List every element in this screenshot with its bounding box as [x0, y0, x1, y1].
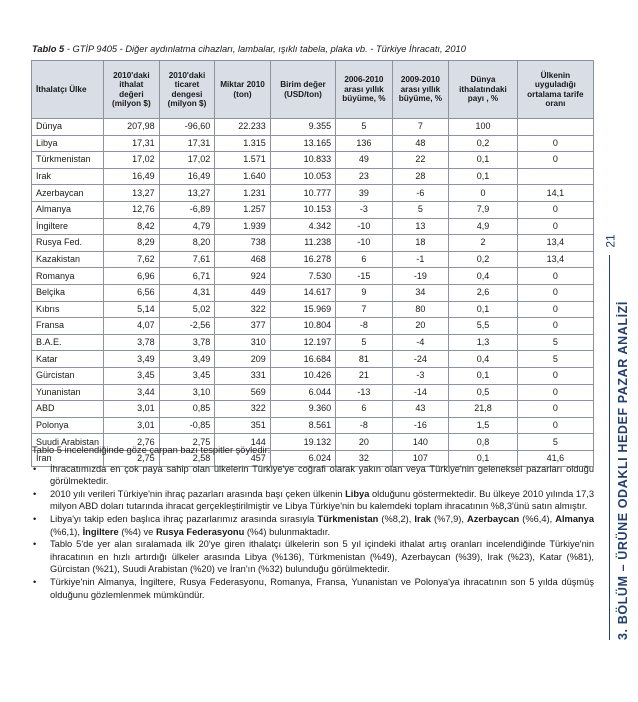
cell-growth-2006-2010: -3	[336, 201, 393, 218]
cell-trade-balance: 8,20	[159, 235, 215, 252]
cell-country: ABD	[32, 401, 104, 418]
table-row	[32, 351, 594, 368]
cell-trade-balance: 3,45	[159, 367, 215, 384]
cell-country: Suudi Arabistan	[32, 434, 104, 451]
cell-unit-value: 9.355	[270, 119, 335, 136]
cell-unit-value: 6.024	[270, 450, 335, 467]
cell-tariff: 13,4	[517, 235, 593, 252]
cell-tariff: 41,6	[517, 450, 593, 467]
table-row	[32, 334, 594, 351]
cell-unit-value: 16.684	[270, 351, 335, 368]
cell-import-value: 6,96	[104, 268, 160, 285]
cell-world-share: 5,5	[449, 318, 518, 335]
finding-text: (%7,9),	[430, 513, 467, 524]
col-header-quantity: Miktar 2010 (ton)	[215, 61, 270, 119]
cell-tariff: 0	[517, 367, 593, 384]
cell-country: Yunanistan	[32, 384, 104, 401]
emphasized-country: Türkmenistan	[317, 513, 379, 524]
cell-import-value: 17,31	[104, 135, 160, 152]
cell-tariff: 5	[517, 334, 593, 351]
cell-growth-2009-2010: 28	[392, 168, 449, 185]
cell-country: Polonya	[32, 417, 104, 434]
cell-country: Libya	[32, 135, 104, 152]
cell-tariff	[517, 119, 593, 136]
finding-text: olduğunu göstermektedir. Bu ülkeye 2010 yılında 17,3 milyon ABD doları tutarında ihracat gerçekleştirilmiştir ve Libya Türkiye'nin bu kalemdeki toplam ihracatının %8,3'ünü satın almıştır.	[50, 488, 595, 512]
section-title: 3. BÖLÜM – ÜRÜNE ODAKLI HEDEF PAZAR ANALİZİ	[616, 301, 630, 640]
cell-unit-value: 4.342	[270, 218, 335, 235]
col-header-country: İthalatçı Ülke	[32, 61, 104, 119]
cell-tariff: 0	[517, 268, 593, 285]
cell-growth-2009-2010: 34	[392, 284, 449, 301]
cell-growth-2009-2010: -4	[392, 334, 449, 351]
cell-trade-balance: -96,60	[159, 119, 215, 136]
cell-unit-value: 10.153	[270, 201, 335, 218]
cell-growth-2009-2010: 22	[392, 152, 449, 169]
cell-world-share: 4,9	[449, 218, 518, 235]
cell-growth-2009-2010: 80	[392, 301, 449, 318]
cell-country: Romanya	[32, 268, 104, 285]
cell-trade-balance: 4,79	[159, 218, 215, 235]
cell-growth-2009-2010: 107	[392, 450, 449, 467]
cell-country: İran	[32, 450, 104, 467]
cell-quantity: 1.257	[215, 201, 270, 218]
cell-growth-2006-2010: 136	[336, 135, 393, 152]
cell-growth-2009-2010: 13	[392, 218, 449, 235]
cell-quantity: 468	[215, 251, 270, 268]
cell-trade-balance: 17,02	[159, 152, 215, 169]
finding-item	[32, 513, 594, 538]
finding-item	[32, 488, 594, 513]
cell-quantity: 144	[215, 434, 270, 451]
cell-growth-2006-2010: 23	[336, 168, 393, 185]
cell-unit-value: 10.777	[270, 185, 335, 202]
cell-trade-balance: 4,31	[159, 284, 215, 301]
cell-quantity: 1.640	[215, 168, 270, 185]
cell-country: Türkmenistan	[32, 152, 104, 169]
cell-country: Kazakistan	[32, 251, 104, 268]
cell-growth-2009-2010: -19	[392, 268, 449, 285]
cell-tariff: 0	[517, 152, 593, 169]
cell-world-share: 1,3	[449, 334, 518, 351]
finding-item	[32, 538, 594, 576]
cell-growth-2009-2010: -6	[392, 185, 449, 202]
cell-unit-value: 10.426	[270, 367, 335, 384]
finding-text: Libya'yı takip eden başlıca ihraç pazarlarımız arasında sırasıyla	[50, 513, 318, 524]
findings-intro: Tablo 5 incelendiğinde göze çarpan bazı tespitler şöyledir:	[32, 445, 271, 455]
cell-trade-balance: 2,58	[159, 450, 215, 467]
finding-item	[32, 463, 594, 488]
cell-trade-balance: 3,10	[159, 384, 215, 401]
cell-trade-balance: 3,78	[159, 334, 215, 351]
cell-quantity: 569	[215, 384, 270, 401]
cell-quantity: 1.939	[215, 218, 270, 235]
findings-section	[32, 444, 594, 601]
cell-growth-2009-2010: 18	[392, 235, 449, 252]
cell-growth-2009-2010: -24	[392, 351, 449, 368]
table-row	[32, 201, 594, 218]
cell-growth-2006-2010: 20	[336, 434, 393, 451]
cell-world-share: 0,1	[449, 152, 518, 169]
cell-unit-value: 11.238	[270, 235, 335, 252]
cell-tariff: 0	[517, 318, 593, 335]
finding-item	[32, 576, 594, 601]
findings-list	[32, 463, 594, 602]
cell-growth-2006-2010: -15	[336, 268, 393, 285]
col-header-trade-balance: 2010'daki ticaret dengesi (milyon $)	[159, 61, 215, 119]
cell-unit-value: 12.197	[270, 334, 335, 351]
cell-trade-balance: 5,02	[159, 301, 215, 318]
cell-quantity: 310	[215, 334, 270, 351]
cell-tariff: 0	[517, 284, 593, 301]
table-row	[32, 251, 594, 268]
cell-quantity: 351	[215, 417, 270, 434]
cell-import-value: 8,29	[104, 235, 160, 252]
cell-quantity: 377	[215, 318, 270, 335]
finding-text: İhracatımızda en çok paya sahip olan ülkelerin Türkiye'ye coğrafi olarak yakın olan veya Türkiye'nin geleneksel pazarları olduğu görülmektedir.	[50, 463, 594, 487]
cell-world-share: 0,1	[449, 367, 518, 384]
bullet-marker: •	[33, 576, 37, 587]
cell-world-share: 21,8	[449, 401, 518, 418]
caption-label: Tablo 5	[32, 44, 65, 54]
finding-text: 2010 yılı verileri Türkiye'nin ihraç pazarları arasında başı çeken ülkenin	[50, 488, 346, 499]
cell-unit-value: 10.053	[270, 168, 335, 185]
cell-import-value: 17,02	[104, 152, 160, 169]
table-row	[32, 384, 594, 401]
page-number: 21	[603, 234, 618, 248]
cell-quantity: 322	[215, 401, 270, 418]
cell-import-value: 207,98	[104, 119, 160, 136]
cell-country: Fransa	[32, 318, 104, 335]
emphasized-country: Rusya Federasyonu	[155, 526, 245, 537]
cell-growth-2006-2010: 21	[336, 367, 393, 384]
table-row	[32, 119, 594, 136]
cell-world-share: 100	[449, 119, 518, 136]
cell-world-share: 0,4	[449, 351, 518, 368]
emphasized-country: Irak	[414, 513, 431, 524]
cell-country: Azerbaycan	[32, 185, 104, 202]
cell-tariff: 0	[517, 417, 593, 434]
cell-world-share: 0,4	[449, 268, 518, 285]
cell-import-value: 3,01	[104, 417, 160, 434]
table-row	[32, 185, 594, 202]
cell-tariff: 0	[517, 201, 593, 218]
cell-growth-2006-2010: 6	[336, 401, 393, 418]
cell-tariff: 0	[517, 135, 593, 152]
col-header-growth-2006-2010: 2006-2010 arası yıllık büyüme, %	[336, 61, 393, 119]
table-row	[32, 218, 594, 235]
cell-world-share: 0,1	[449, 301, 518, 318]
cell-growth-2006-2010: 5	[336, 334, 393, 351]
cell-growth-2009-2010: 5	[392, 201, 449, 218]
finding-text: Tablo 5'de yer alan sıralamada ilk 20'ye giren ithalatçı ülkelerin son 5 yıl içindeki ithalat artış oranları incelendiğinde Türkiye'nin ihracatının en hızlı artırdığı ülkeler arasında Libya (%136), Türkmenistan (%49), Azerbaycan (%39), Irak (%23), Katar (%81), Gürcistan (%21), Suudi Arabistan (%20) ve İran'ın (%32) bulunduğu görülmektedir.	[50, 539, 594, 575]
table-row	[32, 417, 594, 434]
cell-unit-value: 14.617	[270, 284, 335, 301]
cell-import-value: 8,42	[104, 218, 160, 235]
finding-text: (%8,2),	[378, 513, 415, 524]
table-row	[32, 367, 594, 384]
cell-trade-balance: 0,85	[159, 401, 215, 418]
cell-country: Gürcistan	[32, 367, 104, 384]
table-row	[32, 235, 594, 252]
cell-import-value: 3,49	[104, 351, 160, 368]
cell-trade-balance: -0,85	[159, 417, 215, 434]
cell-tariff: 14,1	[517, 185, 593, 202]
cell-growth-2009-2010: 7	[392, 119, 449, 136]
cell-quantity: 22.233	[215, 119, 270, 136]
cell-tariff: 0	[517, 401, 593, 418]
table-row	[32, 135, 594, 152]
cell-growth-2006-2010: 6	[336, 251, 393, 268]
cell-trade-balance: 17,31	[159, 135, 215, 152]
cell-unit-value: 8.561	[270, 417, 335, 434]
cell-world-share: 2,6	[449, 284, 518, 301]
cell-world-share: 0,5	[449, 384, 518, 401]
col-header-tariff: Ülkenin uyguladığı ortalama tarife oranı	[517, 61, 593, 119]
cell-quantity: 449	[215, 284, 270, 301]
emphasized-country: Azerbaycan	[467, 513, 520, 524]
cell-country: İngiltere	[32, 218, 104, 235]
finding-text: (%4) bulunmaktadır.	[244, 526, 331, 537]
emphasized-country: İngiltere	[82, 526, 119, 537]
cell-quantity: 457	[215, 450, 270, 467]
cell-country: B.A.E.	[32, 334, 104, 351]
cell-growth-2009-2010: -3	[392, 367, 449, 384]
cell-unit-value: 10.804	[270, 318, 335, 335]
cell-growth-2009-2010: 48	[392, 135, 449, 152]
cell-unit-value: 10.833	[270, 152, 335, 169]
cell-tariff: 13,4	[517, 251, 593, 268]
cell-growth-2006-2010: -8	[336, 318, 393, 335]
cell-country: Irak	[32, 168, 104, 185]
cell-tariff: 0	[517, 218, 593, 235]
cell-growth-2006-2010: -10	[336, 218, 393, 235]
cell-import-value: 7,62	[104, 251, 160, 268]
cell-import-value: 6,56	[104, 284, 160, 301]
col-header-import-value: 2010'daki ithalat değeri (milyon $)	[104, 61, 160, 119]
cell-unit-value: 13.165	[270, 135, 335, 152]
cell-growth-2006-2010: 9	[336, 284, 393, 301]
cell-import-value: 3,01	[104, 401, 160, 418]
cell-unit-value: 16.278	[270, 251, 335, 268]
table-row	[32, 301, 594, 318]
cell-growth-2009-2010: 43	[392, 401, 449, 418]
cell-trade-balance: -6,89	[159, 201, 215, 218]
cell-growth-2009-2010: -16	[392, 417, 449, 434]
finding-text: (%4) ve	[118, 526, 156, 537]
cell-growth-2006-2010: 39	[336, 185, 393, 202]
cell-world-share: 0,1	[449, 168, 518, 185]
cell-unit-value: 6.044	[270, 384, 335, 401]
table-row	[32, 284, 594, 301]
cell-quantity: 331	[215, 367, 270, 384]
cell-world-share: 0	[449, 185, 518, 202]
cell-world-share: 0,2	[449, 135, 518, 152]
table-row	[32, 401, 594, 418]
table-header-row	[32, 61, 594, 119]
bullet-marker: •	[33, 488, 37, 499]
cell-import-value: 3,45	[104, 367, 160, 384]
cell-growth-2006-2010: -10	[336, 235, 393, 252]
finding-text: Türkiye'nin Almanya, İngiltere, Rusya Federasyonu, Romanya, Fransa, Yunanistan ve Polonya'ya ihracatının son 5 yılda düşmüş olduğunu gözlemlenmek mümkündür.	[50, 576, 594, 600]
cell-country: Katar	[32, 351, 104, 368]
cell-quantity: 924	[215, 268, 270, 285]
bullet-marker: •	[33, 513, 37, 524]
cell-import-value: 5,14	[104, 301, 160, 318]
cell-quantity: 209	[215, 351, 270, 368]
caption-text: - GTİP 9405 - Diğer aydınlatma cihazları, lambalar, ışıklı tabela, plaka vb. - Türkiye İhracatı, 2010	[64, 44, 466, 54]
cell-growth-2006-2010: 32	[336, 450, 393, 467]
col-header-unit-value: Birim değer (USD/ton)	[270, 61, 335, 119]
cell-import-value: 12,76	[104, 201, 160, 218]
cell-trade-balance: 7,61	[159, 251, 215, 268]
cell-growth-2006-2010: -13	[336, 384, 393, 401]
cell-world-share: 2	[449, 235, 518, 252]
cell-import-value: 16,49	[104, 168, 160, 185]
emphasized-country: Libya	[345, 488, 370, 499]
table-row	[32, 168, 594, 185]
cell-import-value: 2,75	[104, 450, 160, 467]
finding-text: (%6,4),	[519, 513, 556, 524]
cell-country: Kıbrıs	[32, 301, 104, 318]
table-caption	[32, 44, 592, 54]
cell-growth-2006-2010: 49	[336, 152, 393, 169]
cell-tariff: 5	[517, 434, 593, 451]
cell-unit-value: 7.530	[270, 268, 335, 285]
cell-growth-2009-2010: 140	[392, 434, 449, 451]
bullet-marker: •	[33, 463, 37, 474]
cell-quantity: 1.231	[215, 185, 270, 202]
cell-world-share: 7,9	[449, 201, 518, 218]
cell-country: Rusya Fed.	[32, 235, 104, 252]
cell-quantity: 1.315	[215, 135, 270, 152]
emphasized-country: Almanya	[555, 513, 595, 524]
cell-quantity: 322	[215, 301, 270, 318]
col-header-world-share: Dünya ithalatındaki payı , %	[449, 61, 518, 119]
cell-import-value: 2,76	[104, 434, 160, 451]
cell-unit-value: 19.132	[270, 434, 335, 451]
cell-country: Almanya	[32, 201, 104, 218]
cell-tariff: 0	[517, 301, 593, 318]
cell-tariff	[517, 168, 593, 185]
cell-unit-value: 9.360	[270, 401, 335, 418]
cell-world-share: 0,1	[449, 450, 518, 467]
cell-growth-2006-2010: 7	[336, 301, 393, 318]
cell-country: Dünya	[32, 119, 104, 136]
cell-import-value: 3,44	[104, 384, 160, 401]
side-banner	[594, 230, 630, 650]
finding-text: (%6,1),	[50, 526, 83, 537]
cell-trade-balance: 3,49	[159, 351, 215, 368]
cell-trade-balance: 2,75	[159, 434, 215, 451]
cell-import-value: 13,27	[104, 185, 160, 202]
cell-growth-2009-2010: -14	[392, 384, 449, 401]
cell-unit-value: 15.969	[270, 301, 335, 318]
cell-quantity: 1.571	[215, 152, 270, 169]
cell-import-value: 4,07	[104, 318, 160, 335]
export-table	[31, 60, 594, 467]
cell-trade-balance: 16,49	[159, 168, 215, 185]
cell-world-share: 1,5	[449, 417, 518, 434]
table-body	[32, 119, 594, 467]
cell-trade-balance: 13,27	[159, 185, 215, 202]
cell-world-share: 0,2	[449, 251, 518, 268]
cell-growth-2006-2010: 81	[336, 351, 393, 368]
cell-growth-2009-2010: 20	[392, 318, 449, 335]
cell-quantity: 738	[215, 235, 270, 252]
col-header-growth-2009-2010: 2009-2010 arası yıllık büyüme, %	[392, 61, 449, 119]
table-row	[32, 268, 594, 285]
bullet-marker: •	[33, 539, 37, 550]
cell-growth-2006-2010: 5	[336, 119, 393, 136]
cell-country: Belçika	[32, 284, 104, 301]
cell-tariff: 5	[517, 351, 593, 368]
cell-tariff: 0	[517, 384, 593, 401]
cell-growth-2006-2010: -8	[336, 417, 393, 434]
cell-growth-2009-2010: -1	[392, 251, 449, 268]
cell-world-share: 0,8	[449, 434, 518, 451]
cell-trade-balance: 6,71	[159, 268, 215, 285]
cell-import-value: 3,78	[104, 334, 160, 351]
cell-trade-balance: -2,56	[159, 318, 215, 335]
table-row	[32, 152, 594, 169]
table-row	[32, 318, 594, 335]
